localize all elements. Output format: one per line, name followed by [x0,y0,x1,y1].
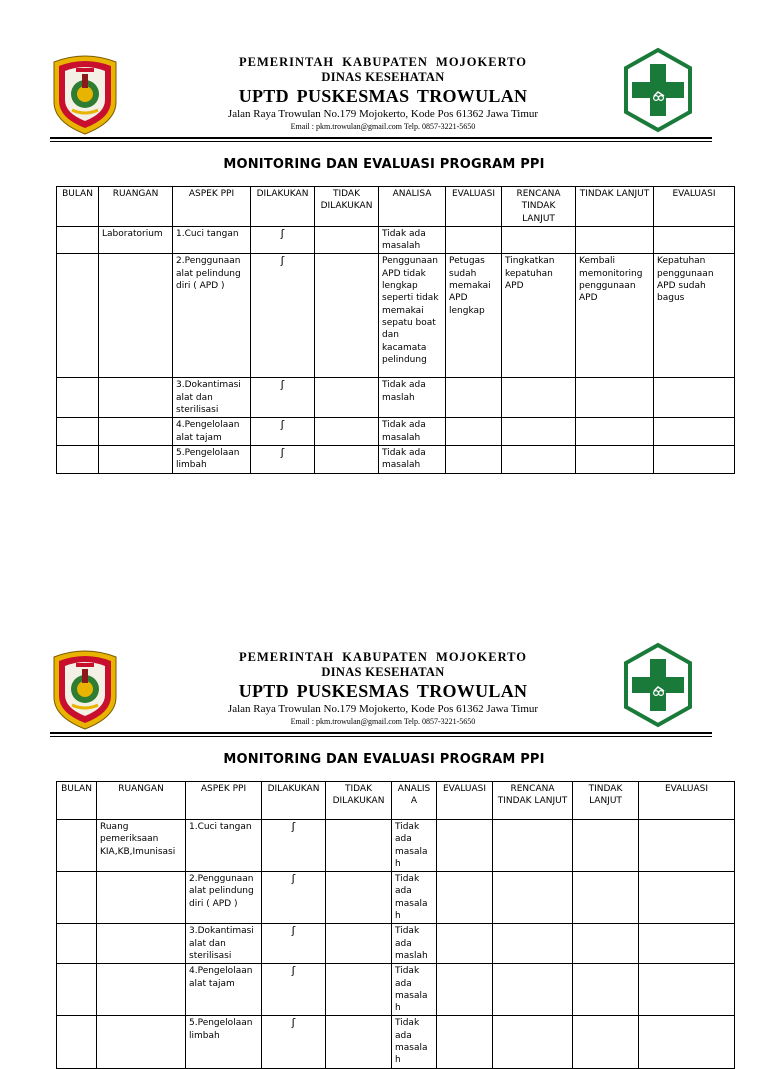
col-header-analisa: ANALISA [379,187,446,227]
col-header-tidak-dilakukan: TIDAK DILAKUKAN [326,782,392,820]
cell-tidak-dilakukan [315,254,379,378]
col-header-tidak-dilakukan: TIDAK DILAKUKAN [315,187,379,227]
col-header-tindak-lanjut: TINDAK LANJUT [573,782,639,820]
puskesmas-cross-logo-icon [624,643,692,727]
cell-ruangan [97,1016,186,1068]
monitoring-table [56,781,735,1069]
contact-info: Email : pkm.trowulan@gmail.com Telp. 0857-3221-5650 [290,717,476,726]
cell-bulan [57,872,97,924]
cell-tindak-lanjut [576,378,654,418]
cell-rencana [502,445,576,473]
cell-evaluasi-akhir [654,226,735,254]
address: Jalan Raya Trowulan No.179 Mojokerto, Kode Pos 61362 Jawa Timur [227,703,539,715]
col-header-dilakukan: DILAKUKAN [251,187,315,227]
cell-aspek: 4.Pengelolaan alat tajam [173,418,251,446]
government-name: PEMERINTAH KABUPATEN MOJOKERTO [238,650,528,664]
document-title: MONITORING DAN EVALUASI PROGRAM PPI [223,752,545,767]
cell-evaluasi-akhir [639,872,735,924]
cell-aspek: 1.Cuci tangan [173,226,251,254]
cell-tindak-lanjut [576,418,654,446]
cell-evaluasi-akhir [639,964,735,1016]
cell-analisa: Tidak ada masalah [392,1016,437,1068]
cell-analisa: Tidak ada masalah [392,872,437,924]
cell-bulan [57,378,99,418]
table-row [57,254,735,378]
address: Jalan Raya Trowulan No.179 Mojokerto, Kode Pos 61362 Jawa Timur [227,108,539,120]
government-name: PEMERINTAH KABUPATEN MOJOKERTO [238,55,528,69]
cell-rencana: Tingkatkan kepatuhan APD [502,254,576,378]
cell-evaluasi [437,1016,493,1068]
cell-evaluasi-akhir [639,1016,735,1068]
cell-ruangan [99,418,173,446]
institution-name: UPTD PUSKESMAS TROWULAN [238,681,528,701]
cell-rencana [493,1016,573,1068]
cell-tindak-lanjut [573,924,639,964]
contact-info: Email : pkm.trowulan@gmail.com Telp. 0857-3221-5650 [290,122,476,131]
col-header-evaluasi: EVALUASI [437,782,493,820]
cell-evaluasi-akhir [654,378,735,418]
cell-aspek: 2.Penggunaan alat pelindung diri ( APD ) [173,254,251,378]
cell-bulan [57,820,97,872]
cell-dilakukan-check: ʃ [262,872,326,924]
cell-evaluasi [437,924,493,964]
cell-evaluasi: Petugas sudah memakai APD lengkap [446,254,502,378]
cell-tindak-lanjut: Kembali memonitoring penggunaan APD [576,254,654,378]
cell-dilakukan-check: ʃ [262,1016,326,1068]
cell-evaluasi-akhir [639,924,735,964]
cell-dilakukan-check: ʃ [262,924,326,964]
document-page-2 [0,595,768,1066]
cell-dilakukan-check: ʃ [251,226,315,254]
kabupaten-mojokerto-emblem-icon [50,647,120,731]
cell-ruangan [97,872,186,924]
cell-tindak-lanjut [573,964,639,1016]
cell-analisa: Tidak ada masalah [379,445,446,473]
col-header-analisa: ANALISA [392,782,437,820]
cell-aspek: 1.Cuci tangan [186,820,262,872]
cell-analisa: Tidak ada maslah [379,378,446,418]
cell-dilakukan-check: ʃ [251,254,315,378]
cell-ruangan [99,254,173,378]
puskesmas-cross-logo-icon [624,48,692,132]
col-header-rencana-tindak-lanjut: RENCANA TINDAK LANJUT [502,187,576,227]
cell-rencana [502,226,576,254]
cell-tidak-dilakukan [315,418,379,446]
cell-analisa: Tidak ada masalah [392,964,437,1016]
cell-tidak-dilakukan [315,378,379,418]
col-header-evaluasi-akhir: EVALUASI [639,782,735,820]
cell-rencana [493,964,573,1016]
letterhead [0,595,768,745]
cell-aspek: 3.Dokantimasi alat dan sterilisasi [186,924,262,964]
cell-bulan [57,924,97,964]
table-row [57,226,735,254]
document-page-1 [0,0,768,512]
cell-evaluasi [437,820,493,872]
table-row [57,445,735,473]
cell-tidak-dilakukan [326,872,392,924]
cell-aspek: 2.Penggunaan alat pelindung diri ( APD ) [186,872,262,924]
letterhead [0,0,768,150]
letterhead-rule-thick [50,137,712,139]
cell-tindak-lanjut [573,1016,639,1068]
monitoring-table [56,186,735,474]
cell-evaluasi [446,226,502,254]
cell-tidak-dilakukan [315,226,379,254]
cell-tidak-dilakukan [326,924,392,964]
cell-tindak-lanjut [576,226,654,254]
cell-ruangan [97,924,186,964]
table-row [57,418,735,446]
letterhead-text [150,55,616,133]
cell-analisa: Penggunaan APD tidak lengkap seperti tidak memakai sepatu boat dan kacamata pelindung [379,254,446,378]
cell-evaluasi-akhir [654,418,735,446]
table-row [57,378,735,418]
cell-tidak-dilakukan [326,820,392,872]
cell-dilakukan-check: ʃ [262,964,326,1016]
cell-tindak-lanjut [573,872,639,924]
col-header-aspek-ppi: ASPEK PPI [186,782,262,820]
cell-rencana [502,418,576,446]
cell-tidak-dilakukan [326,1016,392,1068]
cell-analisa: Tidak ada masalah [379,226,446,254]
table-row [57,872,735,924]
cell-aspek: 4.Pengelolaan alat tajam [186,964,262,1016]
cell-evaluasi [446,378,502,418]
cell-ruangan [97,964,186,1016]
table-row [57,924,735,964]
cell-rencana [493,820,573,872]
cell-evaluasi [437,964,493,1016]
table-row [57,964,735,1016]
cell-analisa: Tidak ada masalah [392,820,437,872]
letterhead-rule-thin [50,736,712,737]
cell-bulan [57,964,97,1016]
cell-analisa: Tidak ada maslah [392,924,437,964]
cell-bulan [57,226,99,254]
cell-bulan [57,254,99,378]
cell-tindak-lanjut [576,445,654,473]
col-header-tindak-lanjut: TINDAK LANJUT [576,187,654,227]
cell-rencana [493,924,573,964]
cell-tidak-dilakukan [326,964,392,1016]
col-header-rencana-tindak-lanjut: RENCANA TINDAK LANJUT [493,782,573,820]
cell-ruangan: Ruang pemeriksaan KIA,KB,Imunisasi [97,820,186,872]
table-header-row [57,782,735,820]
cell-tidak-dilakukan [315,445,379,473]
cell-aspek: 5.Pengelolaan limbah [186,1016,262,1068]
cell-evaluasi [437,872,493,924]
cell-tindak-lanjut [573,820,639,872]
cell-ruangan [99,378,173,418]
col-header-evaluasi: EVALUASI [446,187,502,227]
cell-ruangan [99,445,173,473]
letterhead-rule-thick [50,732,712,734]
col-header-evaluasi-akhir: EVALUASI [654,187,735,227]
letterhead-text [150,650,616,728]
col-header-bulan: BULAN [57,187,99,227]
cell-ruangan: Laboratorium [99,226,173,254]
table-row [57,820,735,872]
department-name: DINAS KESEHATAN [321,70,445,84]
table-row [57,1016,735,1068]
col-header-aspek-ppi: ASPEK PPI [173,187,251,227]
cell-bulan [57,418,99,446]
col-header-ruangan: RUANGAN [97,782,186,820]
cell-dilakukan-check: ʃ [262,820,326,872]
cell-aspek: 3.Dokantimasi alat dan sterilisasi [173,378,251,418]
cell-evaluasi [446,445,502,473]
cell-dilakukan-check: ʃ [251,378,315,418]
cell-dilakukan-check: ʃ [251,418,315,446]
department-name: DINAS KESEHATAN [321,665,445,679]
cell-rencana [502,378,576,418]
col-header-ruangan: RUANGAN [99,187,173,227]
col-header-dilakukan: DILAKUKAN [262,782,326,820]
cell-analisa: Tidak ada masalah [379,418,446,446]
table-header-row [57,187,735,227]
institution-name: UPTD PUSKESMAS TROWULAN [238,86,528,106]
cell-rencana [493,872,573,924]
document-title: MONITORING DAN EVALUASI PROGRAM PPI [223,157,545,172]
cell-bulan [57,445,99,473]
cell-bulan [57,1016,97,1068]
cell-evaluasi-akhir [654,445,735,473]
letterhead-rule-thin [50,141,712,142]
cell-aspek: 5.Pengelolaan limbah [173,445,251,473]
cell-evaluasi-akhir: Kepatuhan penggunaan APD sudah bagus [654,254,735,378]
cell-evaluasi-akhir [639,820,735,872]
col-header-bulan: BULAN [57,782,97,820]
cell-evaluasi [446,418,502,446]
cell-dilakukan-check: ʃ [251,445,315,473]
kabupaten-mojokerto-emblem-icon [50,52,120,136]
